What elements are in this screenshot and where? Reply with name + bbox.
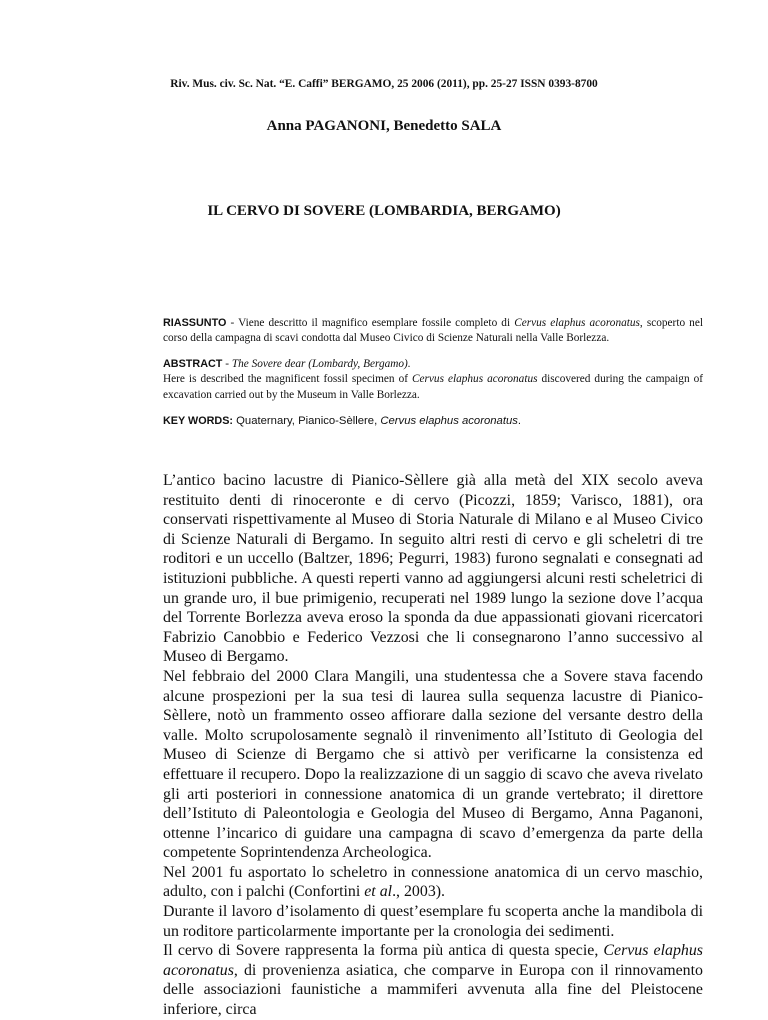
p5-text-pre: Il cervo di Sovere rappresenta la forma più antica di questa specie, [163,942,604,960]
keywords-label: KEY WORDS: [163,415,233,427]
abstract-sep: - [222,358,232,370]
body-paragraph-4: Durante il lavoro d’isolamento di quest’esemplare fu scoperta anche la mandibola di un roditore particolarmente importante per la cronologia dei sedimenti. [163,903,703,940]
p5-text-post: , di provenienza asiatica, che comparve in Europa con il rinnovamento delle associazioni faunistiche a mammiferi avvenuta alla fine del Pleistocene inferiore, circa [163,961,703,1019]
abstract-title: The Sovere dear (Lombardy, Bergamo). [231,358,411,370]
p3-text-post: ., 2003). [392,883,446,901]
riassunto-species: Cervus elaphus acoronatus [514,317,640,329]
keywords-end: . [517,415,522,427]
body-paragraph-5 [163,941,703,1019]
body-text [163,471,703,1020]
abstract-label: ABSTRACT [163,358,223,370]
abstract-species: Cervus elaphus acoronatus [411,373,538,386]
riassunto-block [163,316,703,347]
body-paragraph-3 [163,863,703,902]
riassunto-text-pre: - Viene descritto il magnifico esemplare fossile completo di [226,317,515,329]
p3-text-pre: Nel 2001 fu asportato lo scheletro in connessione anatomica di un cervo maschio, adulto, con i palchi (Confortini [163,863,703,901]
abstract-block [163,357,703,403]
keywords-block [163,414,703,429]
riassunto-label: RIASSUNTO [163,317,227,329]
p5-species: Cervus elaphus acoronatus [163,942,703,979]
abstract-text-pre: Here is described the magnificent fossil specimen of [163,373,412,386]
body-paragraph-2: Nel febbraio del 2000 Clara Mangili, una studentessa che a Sovere stava facendo alcune prospezioni per la sua tesi di laurea sulla sequenza lacustre di Pianico-Sèllere, notò un frammento osseo affiorare dalla sezione del versante destro della valle. Molto scrupolosamente segnalò il rinvenimento all’Istituto di Geologia del Museo di Scienze di Bergamo che si attivò per verificarne la consistenza ed effettuare il recupero. Dopo la realizzazione di un saggio di scavo che aveva rivelato gli arti posteriori in connessione anatomica di un grande vertebrato; il direttore dell’Istituto di Paleontologia e Geologia del Museo di Bergamo, Anna Paganoni, ottenne l’incarico di guidare una campagna di scavo d’emergenza da parte della competente Soprintendenza Archeologica. [163,667,703,862]
authors: Anna PAGANONI, Benedetto SALA [266,118,502,134]
keywords-species: Cervus elaphus acoronatus [380,415,518,427]
abstract-text-post: discovered during the campaign of excavation carried out by the Museum in Valle Borlezza. [163,373,703,401]
keywords-text: Quaternary, Pianico-Sèllere, [233,415,381,427]
riassunto-text-post: , scoperto nel corso della campagna di scavi condotta dal Museo Civico di Scienze Naturali nella Valle Borlezza. [163,317,703,345]
journal-citation: Riv. Mus. civ. Sc. Nat. “E. Caffi” BERGAMO, 25 2006 (2011), pp. 25-27 ISSN 0393-8700 [170,78,598,90]
p3-et-al: et al [364,883,393,901]
article-title: IL CERVO DI SOVERE (LOMBARDIA, BERGAMO) [207,203,561,219]
body-paragraph-1: L’antico bacino lacustre di Pianico-Sèllere già alla metà del XIX secolo aveva restituito denti di rinoceronte e di cervo (Picozzi, 1859; Varisco, 1881), ora conservati rispettivamente al Museo di Storia Naturale di Milano e al Museo Civico di Scienze Naturali di Bergamo. In seguito altri resti di cervo e gli scheletri di tre roditori e un uccello (Baltzer, 1896; Pegurri, 1983) furono segnalati e consegnati ad istituzioni pubbliche. A questi reperti vanno ad aggiungersi alcuni resti scheletrici di un grande uro, il bue primigenio, recuperati nel 1989 lungo la sezione dove l’acqua del Torrente Borlezza aveva eroso la sponda da due appassionati giovani ricercatori Fabrizio Canobbio e Federico Vezzosi che li consegnarono l’anno successivo al Museo di Bergamo. [163,472,703,666]
